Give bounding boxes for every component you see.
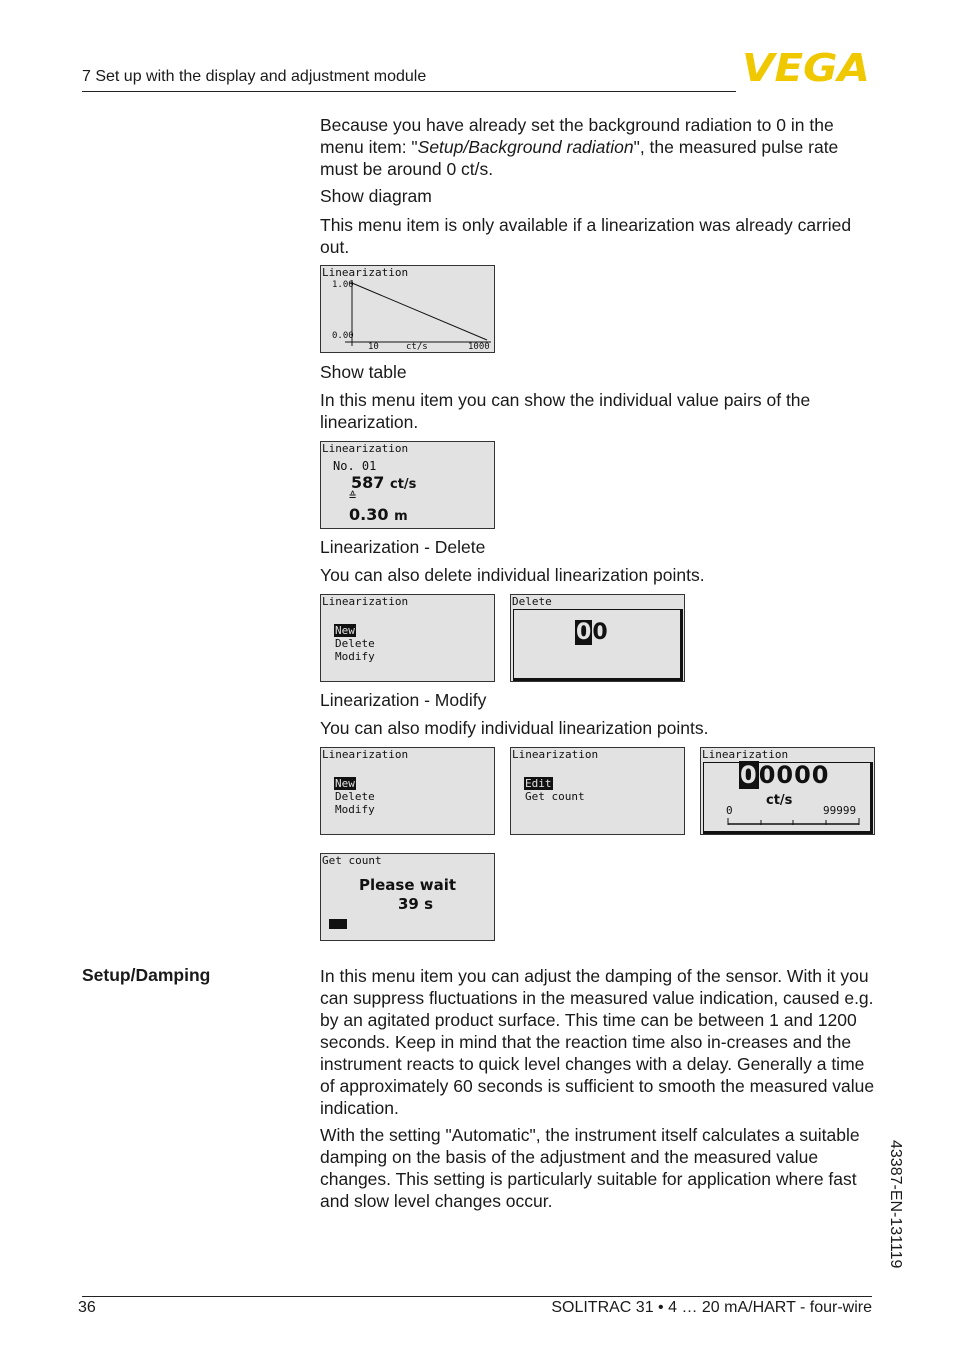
display-menu-1: Linearization New Delete Modify <box>320 594 495 682</box>
heading-show-table: Show table <box>320 362 407 382</box>
menu-item-new[interactable]: New <box>335 624 355 637</box>
progress-bar <box>329 919 347 929</box>
delete-digit-selected[interactable]: 0 <box>576 620 592 645</box>
value-digit-selected[interactable]: 0 <box>740 761 758 789</box>
page-number: 36 <box>78 1299 96 1316</box>
menu-item-new[interactable]: New <box>335 777 355 790</box>
paragraph-modify: You can also modify individual linearization points. <box>320 718 709 738</box>
svg-text:VEGA: VEGA <box>742 50 870 84</box>
display-title: Linearization <box>322 266 409 279</box>
heading-show-diagram: Show diagram <box>320 186 432 206</box>
heading-lin-modify: Linearization - Modify <box>320 690 487 710</box>
header-rule <box>82 91 736 92</box>
menu-item-delete[interactable]: Delete <box>335 790 375 803</box>
side-label-damping: Setup/Damping <box>82 965 211 985</box>
section-header: 7 Set up with the display and adjustment module <box>82 68 427 85</box>
display-menu-2: Linearization New Delete Modify <box>320 747 495 835</box>
menu-item-get-count[interactable]: Get count <box>525 790 585 803</box>
paragraph-delete: You can also delete individual linearization points. <box>320 565 705 585</box>
vega-logo <box>742 50 872 84</box>
paragraph-damping-2: With the setting "Automatic", the instrument itself calculates a suitable damping on the basis of the adjustment and the measured value changes. This setting is particularly suitable for application where fast and slow level changes occur. <box>320 1125 860 1211</box>
display-get-count: Get count Please wait 39 s <box>320 853 495 941</box>
footer-rule <box>82 1296 872 1297</box>
display-delete: Delete 00 <box>510 594 685 682</box>
paragraph-table: In this menu item you can show the individual value pairs of the linearization. <box>320 390 811 432</box>
value-scale <box>701 748 875 835</box>
product-name: SOLITRAC 31 • 4 … 20 mA/HART - four-wire <box>551 1299 872 1316</box>
menu-item-modify[interactable]: Modify <box>335 803 375 816</box>
doc-id-vertical: 43387-EN-131119 <box>887 1140 904 1269</box>
display-edit: Linearization Edit Get count <box>510 747 685 835</box>
paragraph-damping-1: In this menu item you can adjust the damping of the sensor. With it you can suppress fluctuations in the measured value indication, caused e.g. by an agitated product surface. This time can be between 1 and 1200 seconds. Keep in mind that the reaction time also in-creases and the instrument reacts to quick level changes with a delay. Generally a time of approximately 60 seconds is sufficient to smooth the measured value indication. <box>320 966 875 1118</box>
menu-item-modify[interactable]: Modify <box>335 650 375 663</box>
display-diagram: Linearization 1.00 0.00 10 ct/s 1000 <box>320 265 495 353</box>
heading-lin-delete: Linearization - Delete <box>320 537 486 557</box>
menu-item-edit[interactable]: Edit <box>525 777 552 790</box>
paragraph-diagram: This menu item is only available if a linearization was already carried out. <box>320 215 852 257</box>
display-table: Linearization No. 01 587 ct/s ≙ 0.30 m <box>320 441 495 529</box>
menu-item-delete[interactable]: Delete <box>335 637 375 650</box>
display-value: Linearization 00000 ct/s 0 99999 <box>700 747 875 835</box>
intro-paragraph: Because you have already set the background radiation to 0 in the menu item: "Setup/Background radiation", the measured pulse rate must be around 0 ct/s. <box>320 115 839 179</box>
